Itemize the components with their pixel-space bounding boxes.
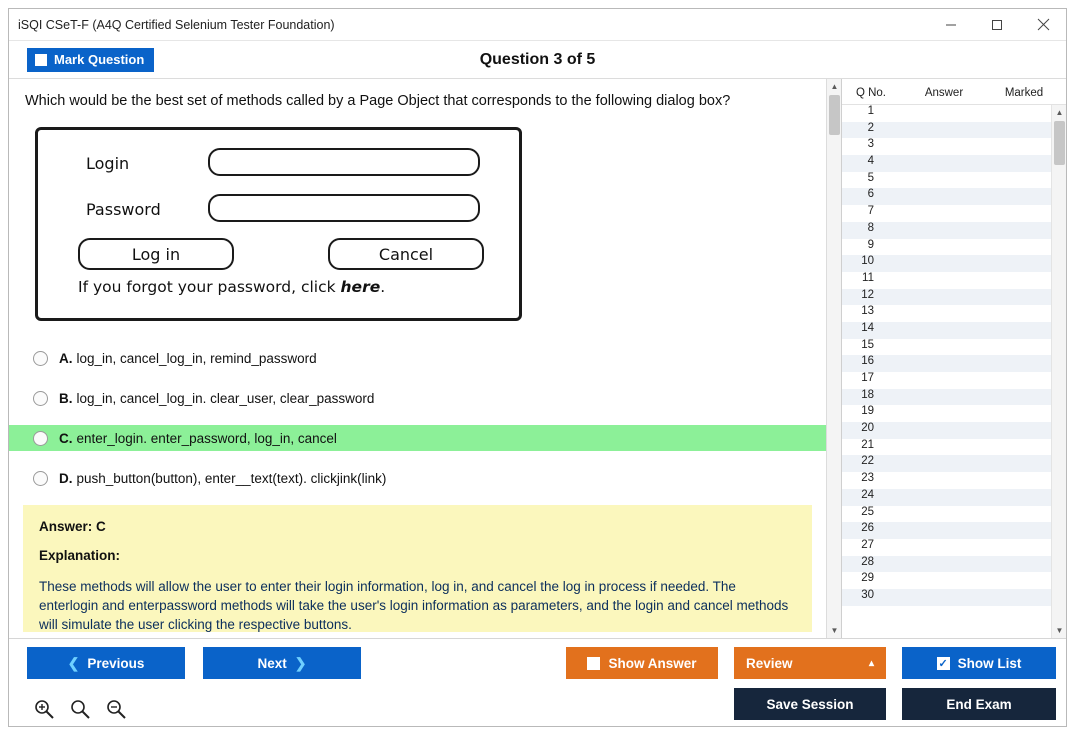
mark-question-button[interactable]: [27, 48, 154, 72]
row-marked: [966, 405, 1038, 422]
question-list-row[interactable]: [842, 289, 1051, 306]
list-scroll-thumb[interactable]: [1054, 121, 1065, 165]
chevron-left-icon: ❮: [67, 654, 80, 671]
row-marked: [966, 572, 1038, 589]
row-answer: [878, 222, 966, 239]
option-a-text: log_in, cancel_log_in, remind_password: [76, 350, 317, 366]
figure-password-input[interactable]: [208, 194, 480, 222]
row-answer: [878, 472, 966, 489]
figure-footer-prefix: If you forgot your password, click: [78, 278, 341, 296]
question-list-row[interactable]: [842, 188, 1051, 205]
column-header-marked: Marked: [1004, 87, 1044, 99]
row-question-number: 21: [861, 438, 874, 451]
row-answer: [878, 506, 966, 523]
row-marked: [966, 155, 1038, 172]
zoom-search-icon[interactable]: [69, 698, 91, 720]
question-list-panel: [841, 79, 1066, 638]
row-marked: [966, 222, 1038, 239]
row-answer: [878, 522, 966, 539]
row-marked: [966, 355, 1038, 372]
row-marked: [966, 172, 1038, 189]
footer-toolbar: [9, 638, 1066, 726]
question-list-row[interactable]: [842, 105, 1051, 122]
option-d-letter: D.: [59, 470, 73, 486]
row-answer: [878, 172, 966, 189]
explanation-text: These methods will allow the user to enter their login information, log in, and cancel the log in process if needed. The enterlogin and enterpassword methods will take the user's login information as parameters, and the login and cancel methods will simulate the user clicking the respective buttons.: [39, 579, 789, 632]
row-marked: [966, 389, 1038, 406]
row-marked: [966, 339, 1038, 356]
question-list-row[interactable]: [842, 155, 1051, 172]
row-answer: [878, 455, 966, 472]
maximize-icon[interactable]: [974, 9, 1020, 40]
option-b-letter: B.: [59, 390, 73, 406]
row-marked: [966, 439, 1038, 456]
answer-explanation-panel: [23, 505, 812, 632]
row-question-number: 16: [861, 355, 874, 368]
row-answer: [878, 272, 966, 289]
window-title: iSQI CSeT-F (A4Q Certified Selenium Tester Foundation): [18, 17, 335, 32]
question-list-body: [842, 105, 1066, 638]
radio-icon[interactable]: [33, 431, 48, 446]
minimize-icon[interactable]: [928, 9, 974, 40]
row-question-number: 4: [867, 155, 874, 168]
row-marked: [966, 322, 1038, 339]
row-answer: [878, 422, 966, 439]
mark-question-label: Mark Question: [54, 52, 145, 67]
row-question-number: 12: [861, 288, 874, 301]
dialog-figure: [35, 127, 522, 321]
row-question-number: 29: [861, 572, 874, 585]
zoom-in-icon[interactable]: [33, 698, 55, 720]
question-list-row[interactable]: [842, 239, 1051, 256]
question-header: [9, 41, 1066, 79]
scroll-up-icon[interactable]: ▲: [1055, 108, 1064, 117]
window-body: [9, 79, 1066, 638]
explanation-label: Explanation:: [39, 548, 121, 563]
row-answer: [878, 556, 966, 573]
row-question-number: 13: [861, 305, 874, 318]
option-a[interactable]: [9, 345, 826, 371]
row-question-number: 17: [861, 372, 874, 384]
row-answer: [878, 239, 966, 256]
row-answer: [878, 372, 966, 389]
row-answer: [878, 255, 966, 272]
figure-footer-link[interactable]: here: [340, 278, 381, 296]
row-marked: [966, 188, 1038, 205]
footer-secondary-row: [19, 688, 1056, 720]
row-answer: [878, 205, 966, 222]
row-answer: [878, 305, 966, 322]
option-d-text: push_button(button), enter__text(text). clickjink(link): [76, 470, 387, 486]
row-marked: [966, 205, 1038, 222]
row-question-number: 9: [867, 238, 874, 251]
previous-button[interactable]: [27, 647, 185, 679]
question-list-row[interactable]: [842, 455, 1051, 472]
show-list-button[interactable]: [902, 647, 1056, 679]
page-title: Question 3 of 5: [479, 50, 596, 68]
row-marked: [966, 289, 1038, 306]
column-header-answer: Answer: [924, 87, 964, 99]
radio-icon[interactable]: [33, 391, 48, 406]
row-question-number: 3: [867, 138, 874, 151]
review-label: Review: [746, 655, 793, 671]
figure-login-label: Login: [86, 154, 130, 173]
figure-password-label: Password: [86, 200, 161, 219]
content-scroll-thumb[interactable]: [829, 95, 840, 135]
row-marked: [966, 422, 1038, 439]
scroll-down-icon[interactable]: ▼: [1055, 626, 1064, 635]
chevron-down-icon: ▴: [868, 657, 874, 669]
question-list-row[interactable]: [842, 589, 1051, 606]
question-content: [9, 79, 826, 638]
option-c-text: enter_login. enter_password, log_in, cancel: [76, 430, 337, 446]
row-marked: [966, 272, 1038, 289]
figure-footer-suffix: .: [380, 278, 386, 296]
option-a-letter: A.: [59, 350, 73, 366]
row-answer: [878, 138, 966, 155]
show-answer-label: Show Answer: [608, 655, 697, 671]
show-answer-button[interactable]: [566, 647, 718, 679]
question-list-row[interactable]: [842, 138, 1051, 155]
row-answer: [878, 589, 966, 606]
row-question-number: 28: [861, 555, 874, 568]
row-question-number: 14: [861, 321, 874, 334]
row-question-number: 6: [867, 188, 874, 201]
chevron-right-icon: ❯: [294, 654, 307, 671]
row-question-number: 11: [862, 271, 874, 284]
row-marked: [966, 556, 1038, 573]
row-answer: [878, 105, 966, 122]
mark-question-checkbox-icon: [35, 54, 47, 66]
row-question-number: 20: [861, 422, 874, 435]
row-answer: [878, 322, 966, 339]
show-list-checkbox-icon: ✓: [938, 657, 948, 670]
row-answer: [878, 155, 966, 172]
question-list-row[interactable]: [842, 322, 1051, 339]
options-list: [9, 345, 826, 491]
row-question-number: 18: [861, 388, 874, 401]
end-exam-label: End Exam: [946, 696, 1012, 712]
row-answer: [878, 188, 966, 205]
row-marked: [966, 455, 1038, 472]
row-marked: [966, 105, 1038, 122]
row-marked: [966, 539, 1038, 556]
question-list-row[interactable]: [842, 439, 1051, 456]
row-answer: [878, 539, 966, 556]
question-list-row[interactable]: [842, 539, 1051, 556]
figure-login-button[interactable]: Log in: [78, 238, 234, 270]
question-list-row[interactable]: [842, 122, 1051, 139]
row-question-number: 24: [861, 488, 874, 501]
show-list-label: Show List: [957, 655, 1022, 671]
question-list-row[interactable]: [842, 556, 1051, 573]
row-question-number: 5: [867, 171, 874, 184]
row-marked: [966, 506, 1038, 523]
row-answer: [878, 339, 966, 356]
question-list-rows[interactable]: [842, 105, 1051, 638]
row-marked: [966, 138, 1038, 155]
save-session-button[interactable]: [734, 688, 886, 720]
save-session-label: Save Session: [766, 696, 854, 712]
next-button[interactable]: [203, 647, 361, 679]
row-answer: [878, 289, 966, 306]
option-b-text: log_in, cancel_log_in. clear_user, clear_password: [76, 390, 375, 406]
row-question-number: 2: [867, 121, 874, 134]
question-list-row[interactable]: [842, 522, 1051, 539]
row-question-number: 25: [861, 505, 874, 518]
row-question-number: 7: [867, 205, 874, 218]
row-marked: [966, 239, 1038, 256]
row-question-number: 1: [867, 105, 874, 117]
row-question-number: 22: [861, 455, 874, 468]
row-marked: [966, 472, 1038, 489]
question-list-row[interactable]: [842, 339, 1051, 356]
question-list-row[interactable]: [842, 355, 1051, 372]
row-question-number: 15: [861, 338, 874, 351]
figure-cancel-button[interactable]: Cancel: [328, 238, 484, 270]
column-header-qno: Q No.: [855, 87, 887, 99]
question-list-row[interactable]: [842, 405, 1051, 422]
row-question-number: 10: [861, 255, 874, 268]
row-answer: [878, 355, 966, 372]
question-list-row[interactable]: [842, 389, 1051, 406]
footer-primary-row: [19, 647, 1056, 679]
review-dropdown[interactable]: [734, 647, 886, 679]
row-answer: [878, 405, 966, 422]
question-list-scrollbar[interactable]: [1051, 105, 1066, 638]
title-bar: [9, 9, 1066, 41]
row-answer: [878, 489, 966, 506]
row-marked: [966, 255, 1038, 272]
question-list-row[interactable]: [842, 255, 1051, 272]
content-scrollbar[interactable]: [826, 79, 841, 638]
option-c[interactable]: [9, 425, 826, 451]
row-marked: [966, 489, 1038, 506]
radio-icon[interactable]: [33, 351, 48, 366]
exam-window: [8, 8, 1067, 727]
row-answer: [878, 122, 966, 139]
question-list-row[interactable]: [842, 572, 1051, 589]
row-question-number: 27: [861, 538, 874, 551]
option-d[interactable]: [9, 465, 826, 491]
row-question-number: 19: [861, 405, 874, 418]
question-list-row[interactable]: [842, 305, 1051, 322]
question-text: Which would be the best set of methods called by a Page Object that corresponds to the following dialog box?: [25, 93, 731, 109]
scroll-down-icon[interactable]: ▼: [830, 626, 839, 635]
question-list-row[interactable]: [842, 506, 1051, 523]
question-list-row[interactable]: [842, 222, 1051, 239]
answer-line: Answer: C: [39, 519, 106, 534]
end-exam-button[interactable]: [902, 688, 1056, 720]
row-marked: [966, 122, 1038, 139]
question-list-row[interactable]: [842, 272, 1051, 289]
question-list-row[interactable]: [842, 205, 1051, 222]
figure-login-input[interactable]: [208, 148, 480, 176]
row-answer: [878, 572, 966, 589]
row-question-number: 30: [861, 588, 874, 601]
scroll-up-icon[interactable]: ▲: [830, 82, 839, 91]
previous-label: Previous: [87, 655, 145, 671]
question-list-row[interactable]: [842, 489, 1051, 506]
question-list-header: [842, 79, 1066, 105]
next-label: Next: [257, 655, 287, 671]
figure-footer-text: [78, 278, 385, 296]
option-b[interactable]: [9, 385, 826, 411]
row-question-number: 23: [861, 472, 874, 485]
question-list-row[interactable]: [842, 372, 1051, 389]
row-marked: [966, 372, 1038, 389]
row-answer: [878, 439, 966, 456]
row-answer: [878, 389, 966, 406]
radio-icon[interactable]: [33, 471, 48, 486]
question-list-row[interactable]: [842, 472, 1051, 489]
zoom-out-icon[interactable]: [105, 698, 127, 720]
row-marked: [966, 305, 1038, 322]
close-icon[interactable]: [1020, 9, 1066, 40]
zoom-controls: [19, 688, 127, 720]
option-c-letter: C.: [59, 430, 73, 446]
show-answer-checkbox-icon: [587, 657, 600, 670]
question-list-row[interactable]: [842, 422, 1051, 439]
row-question-number: 26: [861, 522, 874, 535]
row-marked: [966, 522, 1038, 539]
row-question-number: 8: [867, 221, 874, 234]
row-marked: [966, 589, 1038, 606]
question-list-row[interactable]: [842, 172, 1051, 189]
